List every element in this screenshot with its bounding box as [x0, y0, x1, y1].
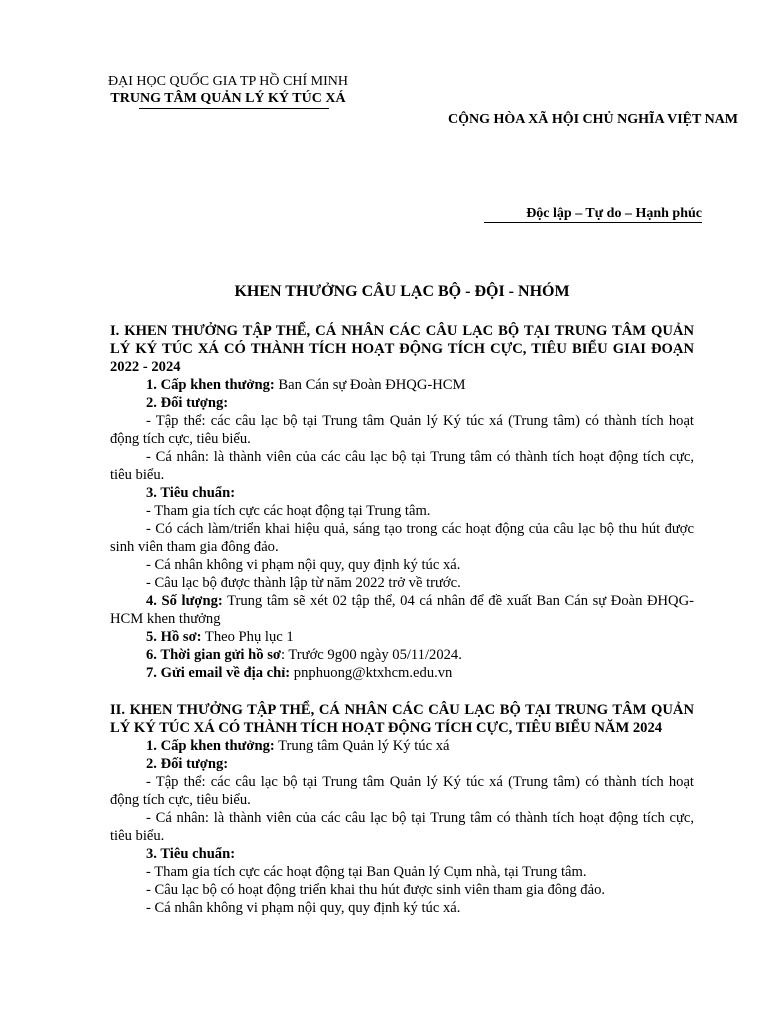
s2-level-label: 1. Cấp khen thưởng: — [146, 738, 275, 754]
s1-target-label: 2. Đối tượng: — [146, 395, 229, 411]
document-title: KHEN THƯỞNG CÂU LẠC BỘ - ĐỘI - NHÓM — [234, 283, 570, 300]
s1-quantity-value: Trung tâm sẽ xét 02 tập thể, 04 cá nhân để đề xuất Ban Cán sự Đoàn ĐHQG-HCM khen thưởng — [110, 593, 695, 627]
document-body — [110, 322, 694, 917]
s1-email-label: 7. Gửi email về địa chỉ: — [146, 665, 291, 681]
s1-criteria-2: - Có cách làm/triển khai hiệu quả, sáng tạo trong các hoạt động của câu lạc bộ thu hút được sinh viên tham gia đông đảo. — [110, 521, 694, 555]
section-1-heading: I. KHEN THƯỞNG TẬP THỂ, CÁ NHÂN CÁC CÂU LẠC BỘ TẠI TRUNG TÂM QUẢN LÝ KÝ TÚC XÁ CÓ THÀNH TÍCH HOẠT ĐỘNG TÍCH CỰC, TIÊU BIỂU GIAI ĐOẠN 2022 - 2024 — [110, 323, 694, 375]
s1-criteria — [110, 484, 694, 502]
section-2-heading: II. KHEN THƯỞNG TẬP THỂ, CÁ NHÂN CÁC CÂU LẠC BỘ TẠI TRUNG TÂM QUẢN LÝ KÝ TÚC XÁ CÓ THÀNH TÍCH HOẠT ĐỘNG TÍCH CỰC, TIÊU BIỂU NĂM 2024 — [110, 702, 694, 736]
s2-criteria — [110, 845, 694, 863]
motto: Độc lập – Tự do – Hạnh phúc — [526, 206, 702, 221]
org-underline — [139, 108, 329, 109]
org-line-1: ĐẠI HỌC QUỐC GIA TP HỒ CHÍ MINH — [108, 74, 348, 89]
s1-quantity — [110, 592, 694, 628]
s1-level — [110, 376, 694, 394]
s1-quantity-label: 4. Số lượng: — [146, 593, 223, 609]
s1-deadline-label: 6. Thời gian gửi hồ sơ — [146, 647, 281, 663]
s2-criteria-3: - Cá nhân không vi phạm nội quy, quy định ký túc xá. — [146, 900, 461, 916]
s2-level — [110, 737, 694, 755]
s2-target-group: - Tập thể: các câu lạc bộ tại Trung tâm Quản lý Ký túc xá (Trung tâm) có thành tích hoạt động tích cực, tiêu biểu. — [110, 774, 694, 808]
s1-dossier-label: 5. Hồ sơ: — [146, 629, 202, 645]
s1-email — [110, 664, 694, 682]
motto-underline — [484, 222, 702, 223]
s1-dossier-value: Theo Phụ lục 1 — [201, 629, 294, 645]
s1-level-value: Ban Cán sự Đoàn ĐHQG-HCM — [274, 377, 466, 393]
s2-target-label: 2. Đối tượng: — [146, 756, 229, 772]
s1-target-group: - Tập thể: các câu lạc bộ tại Trung tâm Quản lý Ký túc xá (Trung tâm) có thành tích hoạt động tích cực, tiêu biểu. — [110, 413, 694, 447]
s1-email-value: pnphuong@ktxhcm.edu.vn — [290, 665, 453, 681]
org-line-2: TRUNG TÂM QUẢN LÝ KÝ TÚC XÁ — [110, 91, 346, 106]
s1-criteria-4: - Câu lạc bộ được thành lập từ năm 2022 trở về trước. — [146, 575, 461, 591]
s1-criteria-3: - Cá nhân không vi phạm nội quy, quy định ký túc xá. — [146, 557, 461, 573]
s2-level-value: Trung tâm Quản lý Ký túc xá — [274, 738, 450, 754]
s1-target-person: - Cá nhân: là thành viên của các câu lạc bộ tại Trung tâm có thành tích hoạt động tích cực, tiêu biểu. — [110, 449, 694, 483]
s1-criteria-label: 3. Tiêu chuẩn: — [146, 485, 236, 501]
s2-target — [110, 755, 694, 773]
section-1 — [110, 322, 694, 682]
nation-title: CỘNG HÒA XÃ HỘI CHỦ NGHĨA VIỆT NAM — [447, 112, 738, 127]
section-2 — [110, 701, 694, 917]
s2-criteria-label: 3. Tiêu chuẩn: — [146, 846, 236, 862]
s1-deadline — [110, 646, 694, 664]
s1-target — [110, 394, 694, 412]
s2-target-person: - Cá nhân: là thành viên của các câu lạc bộ tại Trung tâm có thành tích hoạt động tích cực, tiêu biểu. — [110, 810, 694, 844]
s2-criteria-1: - Tham gia tích cực các hoạt động tại Ban Quản lý Cụm nhà, tại Trung tâm. — [146, 864, 587, 880]
s1-level-label: 1. Cấp khen thưởng: — [146, 377, 275, 393]
s1-criteria-1: - Tham gia tích cực các hoạt động tại Trung tâm. — [146, 503, 431, 519]
s1-dossier — [110, 628, 694, 646]
s2-criteria-2: - Câu lạc bộ có hoạt động triển khai thu hút được sinh viên tham gia đông đảo. — [146, 882, 606, 898]
s1-deadline-value: : Trước 9g00 ngày 05/11/2024. — [280, 647, 462, 663]
